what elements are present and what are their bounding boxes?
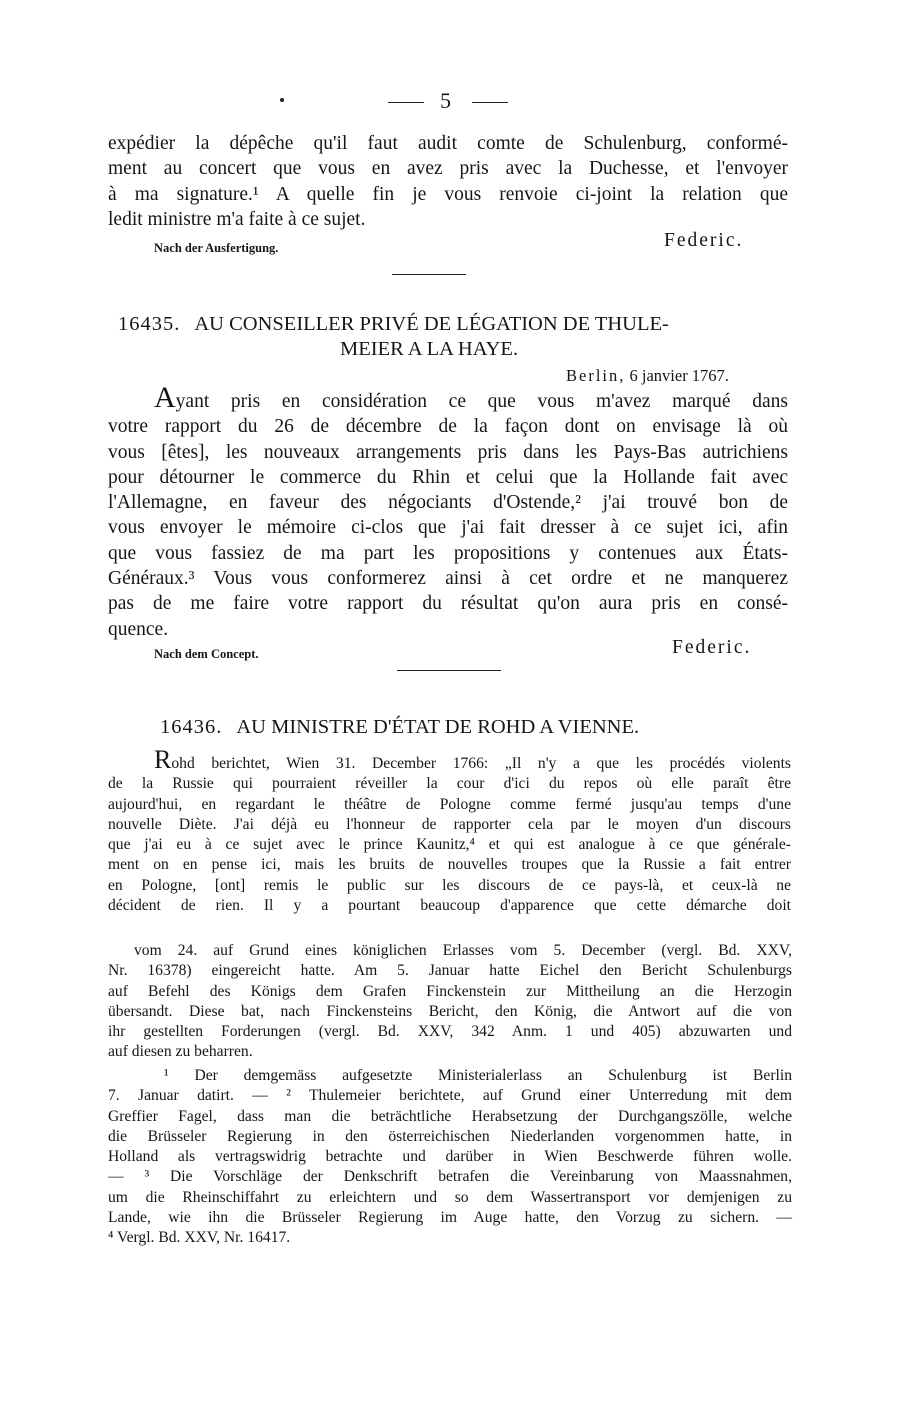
text-line: ledit ministre m'a faite à ce sujet. [108,208,366,230]
text-line: vous [êtes], les nouveaux arrangements pris dans les Pays-Bas autrichiens [108,441,788,463]
footnote-line: Holland als vertragswidrig betrachte und darüber in Wien Beschwerde führen wolle. [108,1148,792,1166]
footnote-line: ihr gestellten Forderungen (vergl. Bd. XXV, 342 Anm. 1 und 405) abzuwarten und [108,1023,792,1041]
text-line: Généraux.³ Vous vous conformerez ainsi à cet ordre et ne manquerez [108,568,788,590]
text-line: de la Russie qui pourraient réveiller la cour d'ici du repos où elle paraît être [108,775,791,793]
signature: Federic. [664,230,744,251]
footnote-line: Lande, wie ihn die Brüsseler Regierung im Auge hatte, den Vorzug zu sichern. — [108,1209,792,1227]
text-line-content: yant pris en considération ce que vous m'avez marqué dans [175,391,788,412]
letter-body-16435 [108,381,788,642]
footnote-line: Nr. 16378) eingereicht hatte. Am 5. Januar hatte Eichel den Bericht Schulenburgs [108,962,792,980]
heading-line-1 [118,313,669,336]
page-header [0,88,900,118]
letter-number: 16436. [160,716,223,738]
footnotes [108,1066,792,1249]
letter-title-line1: AU CONSEILLER PRIVÉ DE LÉGATION DE THULE- [194,313,669,335]
text-line: pour détourner le commerce du Rhin et celui que la Hollande fait avec [108,466,788,488]
footnote-line: — ³ Die Vorschläge der Denkschrift betrafen die Vereinbarung von Maassnahmen, [108,1168,792,1186]
footnote-line: 7. Januar datirt. — ² Thulemeier berichtete, auf Grund einer Unterredung mit dem [108,1087,792,1105]
letter-heading-16435 [0,313,900,363]
signature: Federic. [672,637,752,658]
date-city: Berlin, [566,366,626,385]
footnote-line: ⁴ Vergl. Bd. XXV, Nr. 16417. [108,1229,291,1247]
text-line [108,381,788,414]
footnote-line: Greffier Fagel, dass man die beträchtliche Herabsetzung der Durchgangszölle, welche [108,1107,792,1125]
text-line [108,745,791,774]
footnote-line: auf diesen zu beharren. [108,1043,253,1061]
footnote-line: ¹ Der demgemäss aufgesetzte Ministerialerlass an Schulenburg ist Berlin [164,1067,792,1084]
page-number: 5 [440,88,451,113]
heading-line [160,716,639,739]
source-note: Nach der Ausfertigung. [154,241,279,255]
text-line: l'Allemagne, en faveur des négociants d'Ostende,² j'ai trouvé bon de [108,492,788,514]
continuation-paragraph [108,131,788,232]
text-line: à ma signature.¹ A quelle fin je vous renvoie ci-joint la relation que [108,183,788,205]
source-note: Nach dem Concept. [154,647,259,661]
header-dash-right [472,102,508,103]
section-divider [392,274,466,275]
text-line: expédier la dépêche qu'il faut audit comte de Schulenburg, conformé- [108,133,788,154]
header-dash-left [388,102,424,103]
text-line: votre rapport du 26 de décembre de la façon dont on envisage là où [108,416,788,438]
footnote-line: die Brüsseler Regierung in den österreichischen Niederlanden vorgenommen hatte, in [108,1127,792,1145]
initial-letter: R [154,745,172,774]
text-line-content: ohd berichtet, Wien 31. December 1766: „Il n'y a que les procédés violents [171,755,791,772]
footnote-continuation [108,941,792,1063]
text-line: en Pologne, [ont] remis le public sur les discours de ce pays-là, et ceux-là ne [108,876,791,894]
letter-number: 16435. [118,313,181,335]
text-line: décident de rien. Il y a pourtant beaucoup d'apparence que cette démarche doit [108,897,791,915]
date-value: 6 janvier 1767. [629,366,729,385]
footnote-line: übersandt. Diese bat, nach Finckensteins Bericht, den König, die Antwort auf die von [108,1002,792,1020]
text-line: aujourd'hui, en regardant le théâtre de Pologne comme fermé jusqu'au temps d'une [108,795,791,813]
text-line: ment au concert que vous en avez pris avec la Duchesse, et l'envoyer [108,158,788,180]
initial-letter: A [154,381,176,414]
text-line: que j'ai eu à ce sujet avec le prince Kaunitz,⁴ et qui est analogue à ce que générale- [108,836,791,854]
text-line: pas de me faire votre rapport du résultat qu'on aura pris en consé- [108,593,788,615]
letter-heading-16436 [0,716,900,742]
letter-body-16436 [108,745,791,916]
letter-title-line2: MEIER A LA HAYE. [340,338,519,360]
letter-title: AU MINISTRE D'ÉTAT DE ROHD A VIENNE. [236,716,640,738]
footnote-line: vom 24. auf Grund eines königlichen Erlasses vom 5. December (vergl. Bd. XXV, [134,942,792,959]
text-line: quence. [108,618,169,640]
footnote-line: auf Befehl des Königs dem Grafen Finckenstein zur Mittheilung an die Herzogin [108,982,792,1000]
text-line: vous envoyer le mémoire ci-clos que j'ai fait dresser à ce sujet ici, afin [108,517,788,539]
text-line: nouvelle Diète. J'ai déjà eu l'honneur de rapporter cela par le moyen d'un discours [108,815,791,833]
dateline [566,366,729,386]
section-divider [397,670,501,671]
text-line: que vous fassiez de ma part les propositions y contenues aux États- [108,542,788,564]
header-dot [280,98,284,102]
text-line: ment on en pense ici, mais les bruits de nouvelles troupes que la Russie a fait entrer [108,856,791,874]
footnote-line: um die Rheinschiffahrt zu erleichtern und so dem Wassertransport vor demjenigen zu [108,1188,792,1206]
